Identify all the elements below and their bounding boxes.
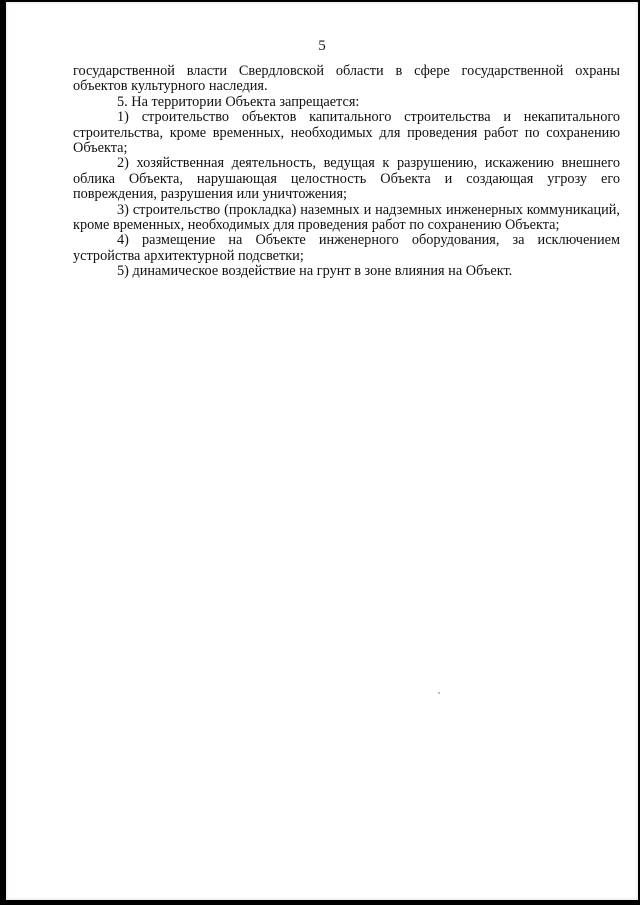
paragraph-item-3: 3) строительство (прокладка) наземных и надземных инженерных коммуникаций, кроме временных, необходимых для проведения работ по сохранению Объекта;: [73, 201, 620, 234]
scan-speck: [438, 692, 440, 694]
document-body: [73, 64, 620, 280]
document-page: [6, 2, 638, 900]
paragraph-item-4: 4) размещение на Объекте инженерного оборудования, за исключением устройства архитектурной подсветки;: [73, 232, 620, 264]
page-number: 5: [318, 38, 326, 54]
paragraph-continuation: государственной власти Свердловской области в сфере государственной охраны объектов культурного наследия.: [73, 63, 620, 95]
paragraph-section-5-heading: 5. На территории Объекта запрещается:: [117, 93, 360, 110]
paragraph-item-2: 2) хозяйственная деятельность, ведущая к разрушению, искажению внешнего облика Объекта, нарушающая целостность Объекта и создающая угрозу его повреждения, разрушения или уничтожения;: [73, 155, 620, 203]
paragraph-item-5: 5) динамическое воздействие на грунт в зоне влияния на Объект.: [117, 263, 513, 280]
paragraph-item-1: 1) строительство объектов капитального строительства и некапитального строительства, кроме временных, необходимых для проведения работ по сохранению Объекта;: [73, 109, 620, 157]
